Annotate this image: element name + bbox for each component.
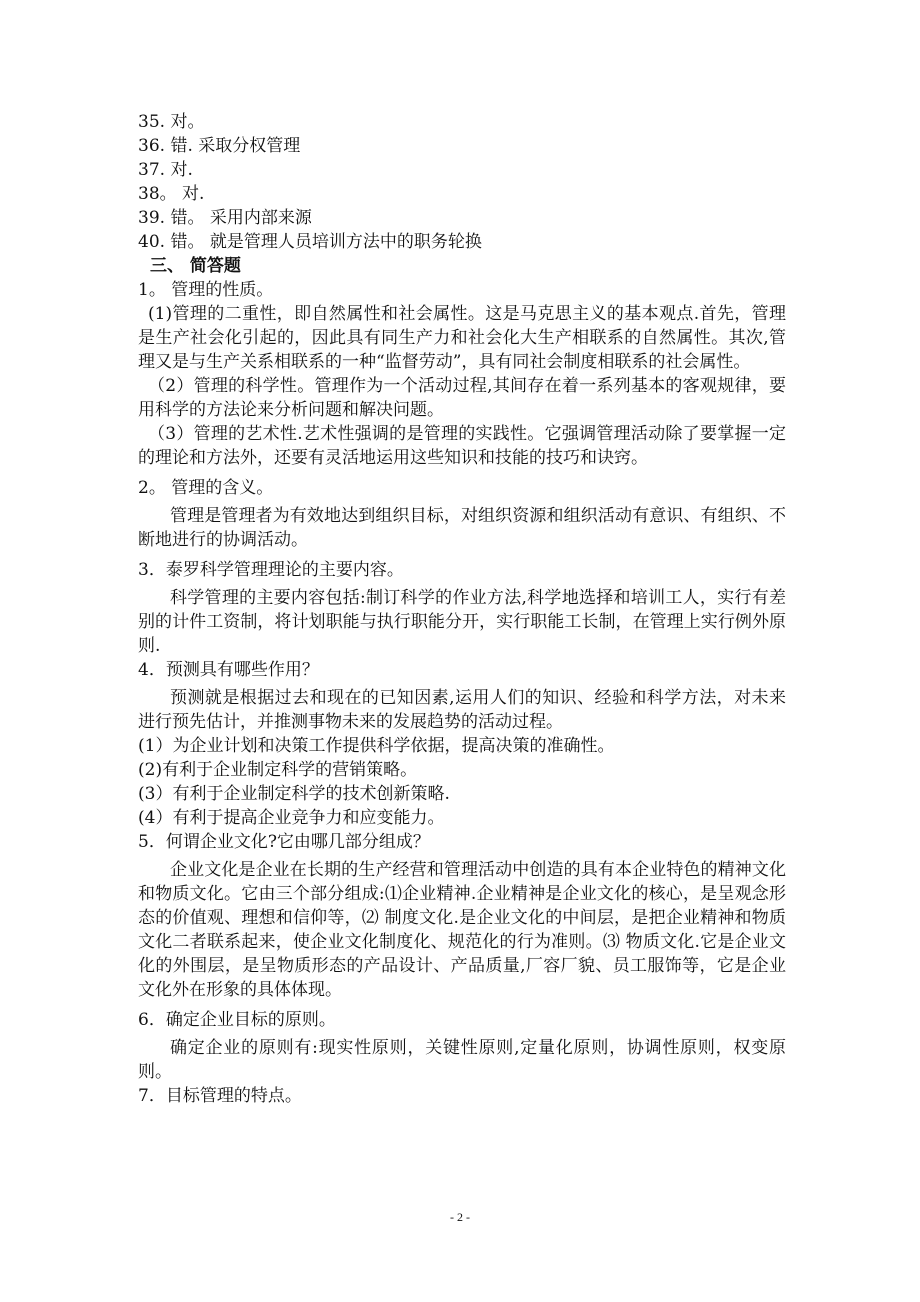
question-4-item-3: (3）有利于企业制定科学的技术创新策略.: [138, 784, 450, 804]
question-2-title: 2。 管理的含义。: [138, 478, 274, 498]
question-4-item-4: (4）有利于提高企业竞争力和应变能力。: [138, 808, 445, 828]
question-4-body: 预测就是根据过去和现在的已知因素,运用人们的知识、经验和科学方法，对未来进行预先估计，并推测事物未来的发展趋势的活动过程。: [138, 688, 786, 732]
section-heading: 三、 简答题: [150, 256, 241, 276]
question-2-body: 管理是管理者为有效地达到组织目标，对组织资源和组织活动有意识、有组织、不断地进行的协调活动。: [138, 506, 786, 550]
question-6-title: 6．确定企业目标的原则。: [138, 1010, 336, 1030]
question-5-body: 企业文化是企业在长期的生产经营和管理活动中创造的具有本企业特色的精神文化和物质文化。它由三个部分组成:⑴企业精神.企业精神是企业文化的核心，是呈观念形态的价值观、理想和信仰等，⑵ 制度文化.是企业文化的中间层，是把企业精神和物质文化二者联系起来，使企业文化制度化、规范化的行为准则。⑶ 物质文化.它是企业文化的外围层，是呈物质形态的产品设计、产品质量,厂容厂貌、员工服饰等，它是企业文化外在形象的具体体现。: [138, 860, 786, 1000]
answer-38: 38。 对.: [138, 184, 205, 204]
question-4-item-1: (1）为企业计划和决策工作提供科学依据，提高决策的准确性。: [138, 736, 615, 756]
question-7-title: 7．目标管理的特点。: [138, 1086, 302, 1106]
page-number: - 2 -: [450, 1210, 470, 1224]
answer-37: 37. 对.: [138, 160, 193, 180]
answer-36: 36. 错. 采取分权管理: [138, 136, 301, 156]
answer-35: 35. 对。: [138, 112, 205, 132]
question-4-title: 4．预测具有哪些作用？: [138, 660, 319, 680]
question-5-title: 5．何谓企业文化?它由哪几部分组成？: [138, 832, 430, 852]
answer-40: 40. 错。 就是管理人员培训方法中的职务轮换: [138, 232, 482, 252]
question-3-title: 3．泰罗科学管理理论的主要内容。: [138, 560, 404, 580]
question-1-title: 1。 管理的性质。: [138, 280, 274, 300]
question-3-body: 科学管理的主要内容包括:制订科学的作业方法,科学地选择和培训工人，实行有差别的计件工资制，将计划职能与执行职能分开，实行职能工长制，在管理上实行例外原则.: [138, 588, 786, 656]
question-4-item-2: (2)有利于企业制定科学的营销策略。: [138, 760, 418, 780]
answer-39: 39. 错。 采用内部来源: [138, 208, 312, 228]
question-6-body: 确定企业的原则有:现实性原则，关键性原则,定量化原则，协调性原则，权变原则。: [138, 1038, 786, 1082]
question-1-paragraph-2: （2）管理的科学性。管理作为一个活动过程,其间存在着一系列基本的客观规律，要用科学的方法论来分析问题和解决问题。: [138, 376, 786, 420]
question-1-paragraph-3: （3）管理的艺术性.艺术性强调的是管理的实践性。它强调管理活动除了要掌握一定的理论和方法外，还要有灵活地运用这些知识和技能的技巧和诀窍。: [138, 424, 786, 468]
question-1-paragraph-1: (1)管理的二重性，即自然属性和社会属性。这是马克思主义的基本观点.首先，管理是生产社会化引起的，因此具有同生产力和社会化大生产相联系的自然属性。其次,管理又是与生产关系相联系的一种“监督劳动”，具有同社会制度相联系的社会属性。: [138, 304, 786, 372]
page-content: [138, 110, 786, 1108]
